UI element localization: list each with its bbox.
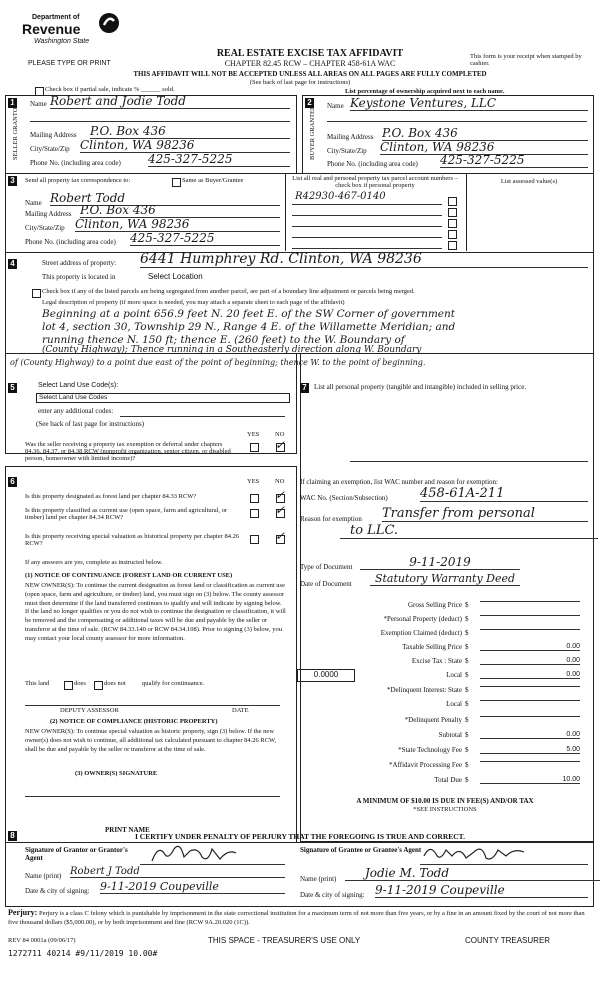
qualify-label: qualify for continuance. (142, 680, 205, 687)
buyer-city-label: City/State/Zip (327, 147, 367, 155)
fee-label: *Delinquent Interest: State (386, 686, 462, 694)
fee-label: *Delinquent Penalty (404, 716, 462, 724)
fee-value[interactable] (480, 761, 580, 762)
see-instructions: *SEE INSTRUCTIONS (413, 806, 477, 813)
s3-mailing: P.O. Box 436 (80, 203, 280, 218)
section-8-number: 8 (8, 831, 17, 841)
grantor-date-label: Date & city of signing: (25, 887, 90, 895)
parcel-row (292, 225, 442, 227)
reason-label: Reason for exemption (300, 515, 362, 523)
land-use-label: Select Land Use Code(s): (38, 382, 119, 389)
personal-property-label: List all personal property (tangible and intangible) included in selling price. (314, 383, 527, 391)
segregated-label: Check box if any of the listed parcels are being segregated from another parcel, are part of a boundary line adjustment or parcels being merged. (42, 288, 415, 295)
fee-row (300, 700, 580, 711)
grantee-signature-scribble (420, 842, 530, 864)
perjury-label: Perjury: (8, 908, 38, 917)
compliance-title: (2) NOTICE OF COMPLIANCE (HISTORIC PROPERTY) (50, 718, 218, 725)
section-2-number: 2 (305, 98, 314, 108)
partial-sale-label: Check box if partial sale, indicate % ______ sold. (45, 86, 175, 93)
dollar-sign: $ (465, 686, 469, 694)
logo-line3: Washington State (34, 38, 90, 45)
this-land-label: This land (25, 680, 50, 687)
forest-yes-checkbox[interactable] (250, 494, 259, 503)
seller-mailing-label: Mailing Address (30, 131, 77, 139)
seller-side-label: SELLER GRANTOR (12, 103, 19, 160)
certify-statement: I CERTIFY UNDER PENALTY OF PERJURY THAT THE FOREGOING IS TRUE AND CORRECT. (134, 832, 465, 841)
seller-mailing: P.O. Box 436 (90, 124, 290, 139)
fee-value[interactable]: 0.00 (480, 657, 580, 665)
s3-city-label: City/State/Zip (25, 224, 65, 232)
fee-label: *Affidavit Processing Fee (389, 761, 462, 769)
perjury-notice (8, 909, 592, 927)
rev-number: REV 84 0001a (09/06/17) (8, 937, 76, 944)
percentage-note: List percentage of ownership acquired next to each name. (345, 88, 505, 95)
grantor-name-label: Name (print) (25, 872, 62, 880)
section-7-number: 7 (300, 383, 309, 393)
current-use-question: Is this property classified as current use (open space, farm and agricultural, or timber) land per chapter 84.34 RCW? (25, 507, 228, 521)
personal-property-checkbox[interactable] (448, 208, 457, 217)
buyer-phone: 425-327-5225 (440, 153, 588, 168)
please-type: PLEASE TYPE OR PRINT (28, 60, 111, 67)
grantor-date: 9-11-2019 Coupeville (100, 880, 285, 894)
fee-row (300, 716, 580, 727)
personal-property-checkbox[interactable] (448, 230, 457, 239)
fee-label: Total Due (434, 776, 462, 784)
additional-codes-label: enter any additional codes: (38, 407, 114, 415)
document-type: 9-11-2019 (360, 555, 520, 570)
s3-phone: 425-327-5225 (130, 231, 280, 246)
buyer-phone-label: Phone No. (including area code) (327, 160, 418, 168)
grantor-sig-label: Signature of Grantor or Grantor's Agent (25, 846, 128, 862)
legal-line-1: Beginning at a point 656.9 feet N. 20 feet E. of the SW Corner of government (42, 308, 455, 320)
dollar-sign: $ (465, 746, 469, 754)
legal-line-2: lot 4, section 30, Township 29 N., Range 4 E. of the Willamette Meridian; and (42, 321, 456, 333)
does-not-checkbox[interactable] (94, 681, 103, 690)
section-1-number: 1 (8, 98, 17, 108)
grantee-date: 9-11-2019 Coupeville (375, 883, 588, 898)
fee-label: Local (446, 671, 462, 679)
date-doc-label: Date of Document (300, 580, 352, 588)
legal-label: Legal description of property (if more space is needed, you may attach a separate sheet to each page of the affidavit) (42, 299, 345, 306)
buyer-mailing: P.O. Box 436 (382, 126, 588, 141)
forest-no-check-mark: ✓ (275, 488, 286, 502)
revenue-logo (8, 10, 118, 50)
section-4-number: 4 (8, 259, 17, 269)
grantor-name: Robert J Todd (70, 866, 285, 878)
parcel-number: R42930-467-0140 (295, 191, 386, 202)
segregated-checkbox[interactable] (32, 289, 41, 298)
section-3-number: 3 (8, 176, 17, 186)
revenue-logo-icon (98, 12, 120, 34)
s3-mailing-label: Mailing Address (25, 210, 72, 218)
reason-line-2: to LLC. (340, 523, 598, 539)
buyer-side-label: BUYER GRANTEE (309, 106, 316, 160)
fee-row (300, 629, 580, 640)
dollar-sign: $ (465, 761, 469, 769)
historic-no-check-mark: ✓ (275, 529, 286, 543)
fee-value[interactable] (480, 700, 580, 701)
fee-row (300, 776, 580, 787)
legal-line-5: of (County Highway) to a point due east of the point of beginning; thence W. to the point of beginning. (10, 358, 426, 367)
historic-question: Is this property receiving special valuation as historical property per chapter 84.26 RCW? (25, 533, 240, 547)
seller-name-label: Name (30, 100, 47, 108)
s5-no-check-mark: ✓ (275, 438, 286, 452)
perjury-text: Perjury is a class C felony which is punishable by imprisonment in the state correctional institution for a maximum term of not more than five years, or by a fine in an amount fixed by the court of not more than five thousand dollars ($5,000.00), or by both imprisonment and fine (RCW 9A.20.020 (1C)). (8, 910, 585, 926)
parcel-divider (285, 173, 286, 251)
fee-value[interactable] (480, 686, 580, 687)
dollar-sign: $ (465, 731, 469, 739)
fee-row (300, 643, 580, 654)
deputy-date-label: DATE (232, 707, 249, 714)
wac-number: 458-61A-211 (420, 486, 588, 502)
s5-yes-header: YES (247, 431, 260, 438)
fee-value[interactable]: 0.00 (480, 731, 580, 739)
document-date: Statutory Warranty Deed (370, 572, 520, 586)
claim-label: If claiming an exemption, list WAC number and reason for exemption: (300, 478, 498, 486)
s3-phone-label: Phone No. (including area code) (25, 238, 116, 246)
section-5 (5, 353, 297, 454)
additional-codes-input[interactable] (120, 415, 285, 417)
fee-value[interactable]: 0.00 (480, 671, 580, 679)
buyer-name: Keystone Ventures, LLC (350, 96, 588, 111)
historic-yes-checkbox[interactable] (250, 535, 259, 544)
seller-name: Robert and Jodie Todd (50, 94, 290, 109)
grantee-date-label: Date & city of signing: (300, 891, 365, 899)
fee-row (300, 746, 580, 757)
county-treasurer-label: COUNTY TREASURER (465, 936, 551, 945)
dollar-sign: $ (465, 716, 469, 724)
form-warning: THIS AFFIDAVIT WILL NOT BE ACCEPTED UNLESS ALL AREAS ON ALL PAGES ARE FULLY COMPLETED (133, 70, 487, 78)
legal-line-3: running thence N. 150 ft; thence E. (260 feet) to the W. Boundary of (42, 334, 405, 346)
local-rate-box[interactable]: 0.0000 (297, 669, 355, 682)
fee-row (300, 657, 580, 668)
grantee-sig-label: Signature of Grantee or Grantee's Agent (300, 846, 422, 854)
dollar-sign: $ (465, 601, 469, 609)
logo-line2: Revenue (22, 21, 81, 37)
parcel-row (292, 214, 442, 216)
s3-name-label: Name (25, 199, 42, 207)
legal-line-4: (County Highway); Thence running in a Southeasterly direction along W. Boundary (42, 345, 422, 355)
assessed-header: List assessed value(s) (500, 178, 558, 185)
dollar-sign: $ (465, 629, 469, 637)
fee-label: Subtotal (438, 731, 462, 739)
if-yes-note: If any answers are yes, complete as instructed below. (25, 559, 163, 566)
assessed-divider (466, 173, 467, 251)
print-name-label: PRINT NAME (105, 826, 150, 834)
s5-yes-checkbox[interactable] (250, 443, 259, 452)
current-use-yes-checkbox[interactable] (250, 509, 259, 518)
s3-city: Clinton, WA 98236 (75, 217, 280, 232)
parcel-header: List all real and personal property tax parcel account numbers – check box if personal property (292, 175, 458, 189)
personal-property-checkbox[interactable] (448, 219, 457, 228)
s6-no-header: NO (275, 478, 285, 485)
fee-value[interactable] (480, 601, 580, 602)
fee-row (300, 601, 580, 612)
dollar-sign: $ (465, 643, 469, 651)
does-checkbox[interactable] (64, 681, 73, 690)
fee-label: Exemption Claimed (deduct) (380, 629, 462, 637)
fee-label: Local (446, 700, 462, 708)
form-chapters: CHAPTER 82.45 RCW – CHAPTER 458-61A WAC (224, 59, 396, 68)
receipt-note: This form is your receipt when stamped by cashier. (470, 53, 582, 67)
wac-label: WAC No. (Section/Subsection) (300, 494, 388, 502)
seller-extra-line (30, 120, 290, 122)
send-label: Send all property tax correspondence to: (25, 177, 131, 184)
street-address: 6441 Humphrey Rd. Clinton, WA 98236 (140, 251, 588, 268)
section-6 (5, 466, 297, 843)
located-label: This property is located in (42, 273, 116, 281)
type-label: Type of Document (300, 563, 353, 571)
location-select[interactable]: Select Location (148, 272, 203, 281)
seller-city: Clinton, WA 98236 (80, 138, 290, 153)
fee-label: Gross Selling Price (407, 601, 462, 609)
owner-signature-line (25, 795, 280, 797)
fee-value[interactable]: 10.00 (480, 776, 580, 784)
exemption-question: Was the seller receiving a property tax exemption or deferral under chapters 84.36, 84.37, or 84.38 RCW (nonprofit organization, senior citizen, or disabled person, homeowner with limited income)? (25, 441, 231, 462)
form-title: REAL ESTATE EXCISE TAX AFFIDAVIT (216, 48, 404, 59)
continuance-text: NEW OWNER(S): To continue the current designation as forest land or classification as current use (open space, farm and agriculture, or timber) land, you must sign on (3) below. The county assessor must then determine if the land transferred continues to qualify and will indicate by signing below. If the land no longer qualifies or you do not wish to continue the designation or classification, it will be removed and the compensating or additional taxes will be due and payable by the seller or transferor at the time of sale. (RCW 84.33.140 or RCW 84.34.108). Prior to signing (3) below, you may contact your local county assessor for more information. (25, 582, 286, 642)
s5-see-back: (See back of last page for instructions) (36, 420, 145, 428)
buyer-city: Clinton, WA 98236 (380, 140, 588, 155)
section-6-number: 6 (8, 477, 17, 487)
dollar-sign: $ (465, 615, 469, 623)
street-label: Street address of property: (42, 259, 117, 267)
personal-property-checkbox[interactable] (448, 197, 457, 206)
fee-label: *State Technology Fee (398, 746, 462, 754)
treasurer-label: THIS SPACE - TREASURER'S USE ONLY (208, 936, 361, 945)
fee-value[interactable] (480, 629, 580, 630)
dollar-sign: $ (465, 671, 469, 679)
buyer-mailing-label: Mailing Address (327, 133, 374, 141)
seller-phone-label: Phone No. (including area code) (30, 159, 121, 167)
current-use-no-check-mark: ✓ (275, 503, 286, 517)
seller-city-label: City/State/Zip (30, 145, 70, 153)
deputy-signature-line (25, 704, 280, 706)
fee-value[interactable]: 5.00 (480, 746, 580, 754)
owner-signature-label: (3) OWNER(S) SIGNATURE (75, 770, 158, 777)
dollar-sign: $ (465, 657, 469, 665)
minimum-note: A MINIMUM OF $10.00 IS DUE IN FEE(S) AND/OR TAX (356, 797, 534, 805)
dollar-sign: $ (465, 700, 469, 708)
forest-question: Is this property designated as forest land per chapter 84.33 RCW? (25, 493, 197, 500)
fee-value[interactable]: 0.00 (480, 643, 580, 651)
parcel-row (292, 247, 442, 249)
dollar-sign: $ (465, 776, 469, 784)
see-back-note: (See back of last page for instructions) (249, 79, 351, 86)
same-as-buyer-checkbox[interactable] (172, 178, 181, 187)
personal-property-line (350, 460, 588, 462)
fee-label: Taxable Selling Price (402, 643, 462, 651)
fee-label: *Personal Property (deduct) (383, 615, 462, 623)
fee-row (300, 686, 580, 697)
fee-value[interactable] (480, 716, 580, 717)
personal-property-checkbox[interactable] (448, 241, 457, 250)
section-5-number: 5 (8, 383, 17, 393)
grantor-signature-scribble (150, 843, 240, 865)
deputy-label: DEPUTY ASSESSOR (60, 707, 119, 714)
logo-line1: Department of (32, 14, 80, 21)
fee-row (300, 615, 580, 626)
does-label: does (74, 680, 86, 687)
does-not-label: does not (104, 680, 126, 687)
s3-name: Robert Todd (50, 191, 280, 206)
continuance-title: (1) NOTICE OF CONTINUANCE (FOREST LAND OR CURRENT USE) (25, 572, 233, 579)
buyer-name-label: Name (327, 102, 344, 110)
fee-row (300, 731, 580, 742)
fee-row (300, 761, 580, 772)
reason-line-1: Transfer from personal (382, 506, 588, 522)
grantee-name: Jodie M. Todd (345, 866, 600, 881)
parcel-row (292, 203, 442, 205)
s5-no-header: NO (275, 431, 285, 438)
buyer-extra-line (327, 120, 587, 122)
grantee-name-label: Name (print) (300, 875, 337, 883)
fee-label: Excise Tax : State (411, 657, 462, 665)
s6-yes-header: YES (247, 478, 260, 485)
compliance-text: NEW OWNER(S): To continue special valuation as historic property, sign (3) below. If the new owner(s) does not wish to continue, all additional tax calculated pursuant to chapter 84.26 RCW, shall be due and payable by the seller or transferor at the time of sale. (25, 728, 277, 753)
land-use-select[interactable]: Select Land Use Codes (36, 393, 290, 403)
seller-phone: 425-327-5225 (148, 152, 290, 167)
parcel-row (292, 236, 442, 238)
same-as-buyer-label: Same as Buyer/Grantee (182, 177, 244, 184)
fee-value[interactable] (480, 615, 580, 616)
cashier-stamp: 1272711 40214 #9/11/2019 10.00# (8, 949, 158, 958)
